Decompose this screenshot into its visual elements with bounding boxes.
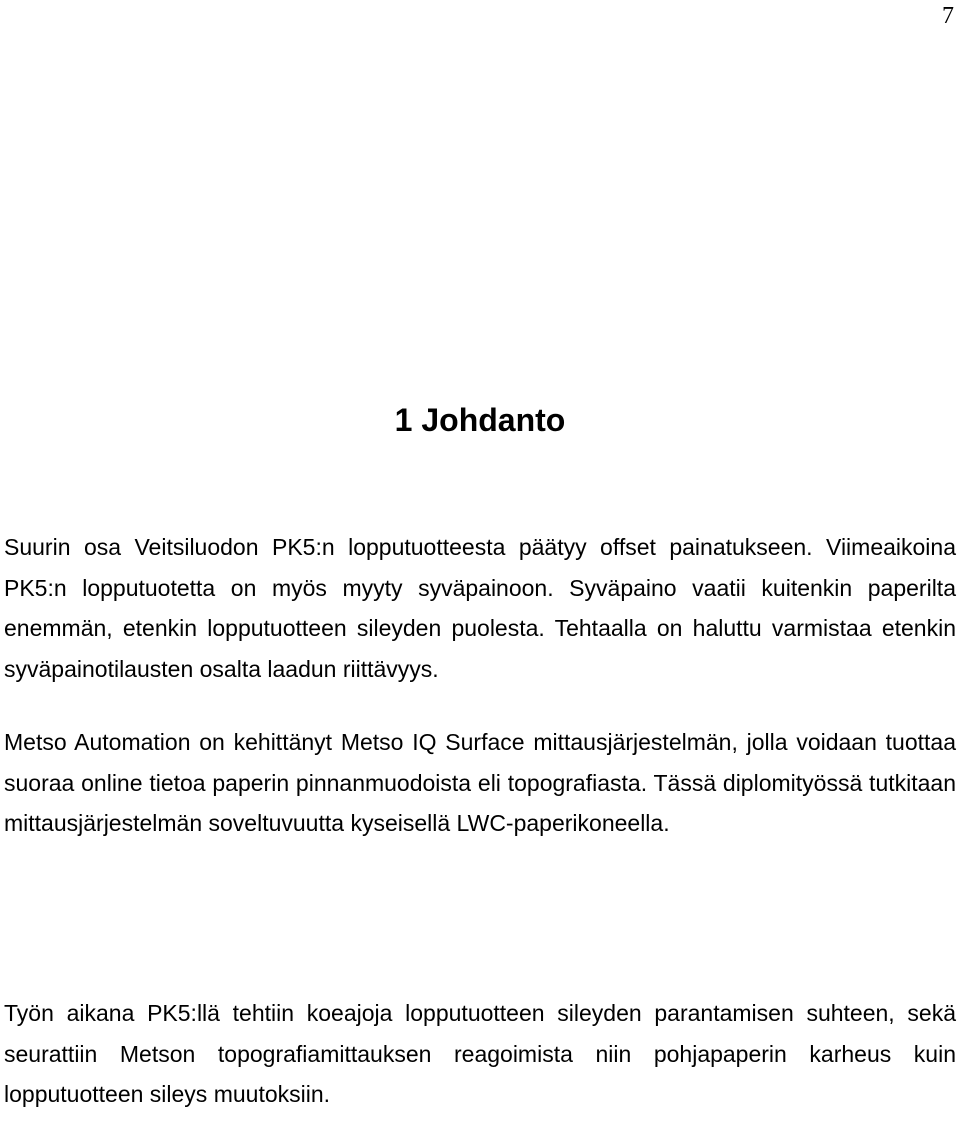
paragraph-intro: Suurin osa Veitsiluodon PK5:n lopputuotteesta päätyy offset painatukseen. Viimeaikoina PK5:n lopputuotetta on myös myyty syväpainoon. Syväpaino vaatii kuitenkin paperilta enemmän, etenkin lopputuotteen sileyden puolesta. Tehtaalla on haluttu varmistaa etenkin syväpainotilausten osalta laadun riittävyys.: [4, 534, 956, 682]
page-number: 7: [942, 3, 954, 29]
paragraph-metso-system: Metso Automation on kehittänyt Metso IQ Surface mittausjärjestelmän, jolla voidaan tuottaa suoraa online tietoa paperin pinnanmuodoista eli topografiasta. Tässä diplomityössä tutkitaan mittausjärjestelmän soveltuvuutta kyseisellä LWC-paperikoneella.: [4, 729, 956, 836]
paragraph-trials: Työn aikana PK5:llä tehtiin koeajoja lopputuotteen sileyden parantamisen suhteen, sekä seurattiin Metson topografiamittauksen reagoimista niin pohjapaperin karheus kuin lopputuotteen sileys muutoksiin.: [4, 1000, 956, 1107]
chapter-heading: 1 Johdanto: [394, 402, 566, 438]
